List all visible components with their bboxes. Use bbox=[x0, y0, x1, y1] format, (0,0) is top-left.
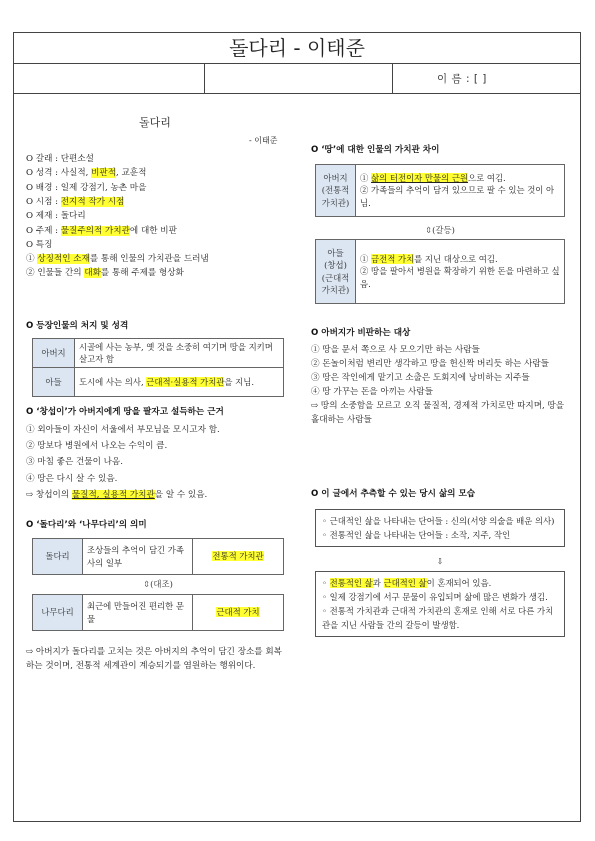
header-cell-2 bbox=[205, 64, 393, 94]
son-value-2: ② 땅을 팔아서 병원을 확장하기 위한 돈을 마련하고 싶음. bbox=[360, 266, 560, 289]
text-span: 시골에 사는 농부, 옛 것을 소중히 여기며 땅을 지키며 살고자 함 bbox=[79, 341, 273, 364]
highlighted-text: 금전적 가치 bbox=[371, 253, 415, 264]
life-summary-box bbox=[315, 571, 565, 637]
wood-bridge-value bbox=[193, 595, 284, 631]
table-row bbox=[316, 165, 565, 217]
text-span: 과 bbox=[372, 578, 384, 588]
criticism-item: ③ 땅은 작인에게 맡기고 소출은 도회지에 낭비하는 지주들 bbox=[311, 373, 530, 383]
text-span: ⇨ 창섭이의 bbox=[26, 489, 72, 500]
highlighted-text: 물질주의적 가치관 bbox=[60, 225, 130, 236]
text-span: 를 지닌 대상으로 여김. bbox=[414, 253, 498, 264]
text-span: O 제재 : 돌다리 bbox=[26, 211, 86, 222]
persuasion-reason-item bbox=[26, 456, 123, 468]
worksheet-frame bbox=[13, 32, 581, 822]
wood-bridge-label: 나무다리 bbox=[33, 595, 83, 631]
section-characters-heading: O 등장인물의 처지 및 성격 bbox=[26, 321, 129, 331]
text-span: O 특징 bbox=[26, 239, 53, 250]
criticism-item: ① 땅을 문서 쪽으로 사 모으기만 하는 사람들 bbox=[311, 345, 480, 355]
section-persuasion-heading: O ‘창섭이’가 아버지에게 땅을 팔자고 설득하는 근거 bbox=[26, 407, 224, 417]
son-values-table bbox=[315, 239, 565, 304]
criticism-item: ② 돈놀이처럼 변리만 생각하고 땅을 헌신짝 버리듯 하는 사람들 bbox=[311, 359, 549, 369]
table-row bbox=[33, 368, 284, 397]
char-desc-son bbox=[75, 368, 284, 397]
char-label-father: 아버지 bbox=[33, 339, 75, 368]
wood-bridge-table bbox=[32, 594, 284, 631]
table-row bbox=[33, 595, 284, 631]
characters-table bbox=[32, 338, 284, 397]
text-span: ① 외아들이 자신이 서울에서 부모님을 모시고자 함. bbox=[26, 425, 220, 435]
persuasion-reason-item bbox=[26, 473, 117, 485]
bridge-conclusion: ⇨ 아버지가 돌다리를 고치는 것은 아버지의 추억이 담긴 장소를 회복하는 것이며, 전통적 세계관이 계승되기를 염원하는 행위이다. bbox=[26, 647, 282, 671]
story-info-item bbox=[26, 182, 146, 194]
header-cell-1 bbox=[14, 64, 205, 94]
highlighted-text: 근대적·실용적 가치관 bbox=[146, 376, 225, 387]
table-row bbox=[33, 539, 284, 575]
highlighted-text: 비판적 bbox=[91, 168, 117, 179]
text-span: 를 통해 주제를 형상화 bbox=[100, 268, 184, 279]
text-span: ◦ bbox=[322, 578, 330, 588]
text-span: O 배경 : 일제 강점기, 농촌 마을 bbox=[26, 182, 147, 193]
story-info-item bbox=[26, 225, 177, 237]
conflict-arrow: ⇳(갈등) bbox=[425, 225, 455, 235]
father-value-1 bbox=[360, 172, 560, 185]
student-name-field[interactable]: 이 름 : [ ] bbox=[437, 73, 487, 85]
persuasion-reason-item bbox=[26, 440, 167, 452]
text-span: O 주제 : bbox=[26, 225, 61, 236]
text-span: ① bbox=[360, 172, 372, 183]
text-span: ① bbox=[26, 254, 38, 265]
story-info-item bbox=[26, 239, 52, 251]
life-summary-1 bbox=[322, 576, 558, 590]
vocabulary-item: ◦ 전통적인 삶을 나타내는 단어들 : 소작, 지주, 작인 bbox=[322, 530, 511, 540]
label-line: (근대적 bbox=[321, 272, 350, 283]
stone-bridge-label: 돌다리 bbox=[33, 539, 83, 575]
label-line: 아버지 bbox=[323, 172, 348, 183]
story-info-item bbox=[26, 253, 209, 265]
section-bridges-heading: O ‘돌다리’와 ‘나무다리’의 의미 bbox=[26, 520, 147, 530]
text-span: ③ 마침 좋은 건물이 나옴. bbox=[26, 457, 123, 468]
stone-bridge-value-text: 전통적 가치관 bbox=[212, 551, 264, 562]
table-row bbox=[316, 240, 565, 304]
text-span: 이 혼재되어 있음. bbox=[426, 578, 492, 588]
text-span: O 성격 : 사실적, bbox=[26, 168, 92, 179]
persuasion-reason-item bbox=[26, 424, 220, 436]
persuasion-reason-item bbox=[26, 489, 207, 501]
char-label-son: 아들 bbox=[33, 368, 75, 397]
text-span: ① bbox=[360, 253, 372, 264]
story-info-item bbox=[26, 267, 184, 279]
text-span: 를 통해 인물의 가치관을 드러냄 bbox=[89, 254, 209, 265]
text-span: O 시점 : bbox=[26, 196, 61, 207]
story-title: 돌다리 bbox=[139, 116, 171, 129]
page-title: 돌다리 - 이태준 bbox=[14, 33, 580, 64]
stone-bridge-desc: 조상들의 추억이 담긴 가족사의 일부 bbox=[83, 539, 193, 575]
son-values-desc bbox=[356, 240, 565, 304]
text-span: , 교훈적 bbox=[116, 168, 147, 179]
stone-bridge-table bbox=[32, 538, 284, 575]
label-line: (전통적 bbox=[321, 185, 350, 196]
label-line: 아들 bbox=[327, 247, 344, 258]
vocabulary-item: ◦ 근대적인 삶을 나타내는 단어들 : 신의(서양 의술을 배운 의사) bbox=[322, 516, 555, 526]
father-values-desc bbox=[356, 165, 565, 217]
section-land-values-heading: O ‘땅’에 대한 인물의 가치관 차이 bbox=[311, 145, 440, 155]
text-span: 으로 여김. bbox=[468, 172, 506, 183]
highlighted-text: 근대적인 삶 bbox=[383, 578, 427, 588]
label-line: 가치관) bbox=[321, 197, 350, 208]
story-info-item bbox=[26, 153, 94, 165]
stone-bridge-value bbox=[193, 539, 284, 575]
text-span: 도시에 사는 의사, bbox=[79, 376, 147, 387]
label-line: (창섭) bbox=[324, 260, 347, 270]
father-value-2: ② 가족들의 추억이 담겨 있으므로 팔 수 있는 것이 아님. bbox=[360, 185, 555, 208]
story-author: - 이태준 bbox=[249, 136, 278, 145]
father-values-label bbox=[316, 165, 356, 217]
son-value-1 bbox=[360, 253, 560, 266]
life-summary-2: ◦ 일제 강점기에 서구 문물이 유입되며 삶에 많은 변화가 생김. bbox=[322, 592, 548, 602]
criticism-item: ④ 땅 가꾸는 돈을 아끼는 사람들 bbox=[311, 387, 433, 397]
story-info-item bbox=[26, 167, 146, 179]
text-span: 을 지님. bbox=[224, 376, 255, 387]
highlighted-text: 물질적, 실용적 가치관 bbox=[71, 489, 155, 500]
wood-bridge-desc: 최근에 만들어진 편리한 문물 bbox=[83, 595, 193, 631]
wood-bridge-value-text: 근대적 가치 bbox=[216, 607, 260, 618]
criticism-item: ⇨ 땅의 소중함을 모르고 오직 물질적, 경제적 가치로만 따지며, 땅을 홀대하는 사람들 bbox=[311, 401, 565, 425]
table-row bbox=[33, 339, 284, 368]
contrast-arrow: ⇳(대조) bbox=[143, 579, 173, 589]
highlighted-text: 전지적 작가 시점 bbox=[60, 196, 125, 207]
son-values-label bbox=[316, 240, 356, 304]
section-life-heading: O 이 글에서 추측할 수 있는 당시 삶의 모습 bbox=[311, 489, 476, 499]
text-span: 에 대한 비판 bbox=[129, 225, 177, 236]
life-summary-3: ◦ 전통적 가치관과 근대적 가치관의 혼재로 인해 서로 다른 가치관을 지닌 사람들 간의 갈등이 발생함. bbox=[322, 606, 554, 630]
vocabulary-box bbox=[315, 509, 565, 547]
text-span: 을 알 수 있음. bbox=[154, 489, 208, 500]
text-span: ② 인물들 간의 bbox=[26, 268, 85, 279]
father-values-table bbox=[315, 164, 565, 217]
highlighted-text: 삶의 터전이자 만물의 근원 bbox=[371, 172, 469, 183]
highlighted-text: 상징적인 소재 bbox=[37, 254, 90, 265]
text-span: O 갈래 : 단편소설 bbox=[26, 154, 94, 164]
text-span: ④ 땅은 다시 살 수 있음. bbox=[26, 473, 118, 484]
char-desc-father bbox=[75, 339, 284, 368]
story-info-item bbox=[26, 210, 86, 222]
highlighted-text: 대화 bbox=[84, 268, 101, 279]
section-criticism-heading: O 아버지가 비판하는 대상 bbox=[311, 328, 411, 338]
criticism-list bbox=[311, 343, 569, 427]
text-span: ② 땅보다 병원에서 나오는 수익이 큼. bbox=[26, 441, 168, 452]
highlighted-text: 전통적인 삶 bbox=[329, 578, 373, 588]
story-info-item bbox=[26, 196, 124, 208]
label-line: 가치관) bbox=[321, 285, 350, 295]
down-arrow: ⇩ bbox=[436, 556, 444, 566]
header-info-row bbox=[14, 64, 580, 94]
